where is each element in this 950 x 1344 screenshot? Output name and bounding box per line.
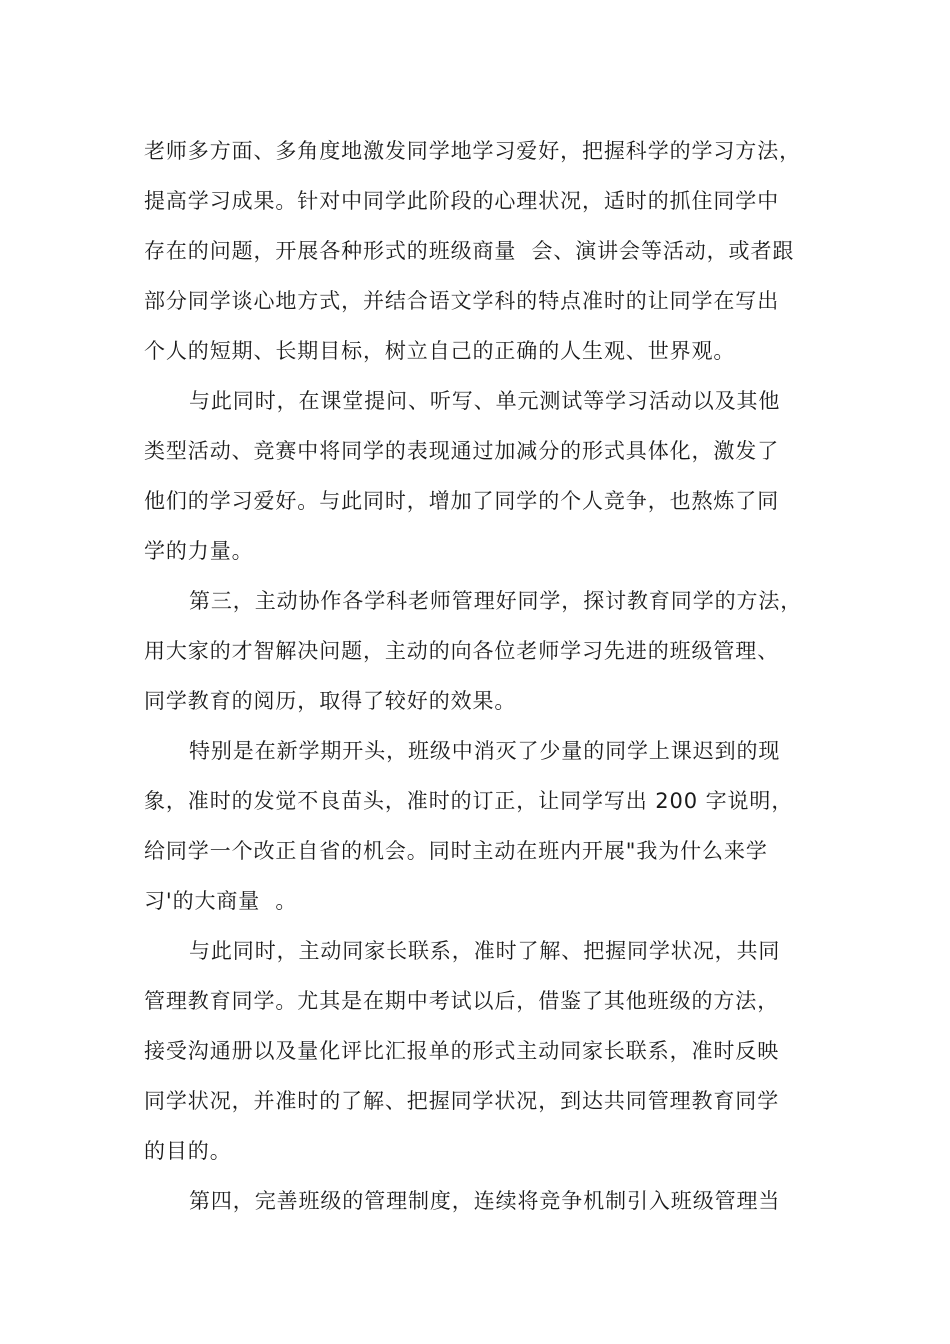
text-line: 存在的问题，开展各种形式的班级商量 会、演讲会等活动，或者跟 bbox=[144, 239, 795, 263]
text-line: 提高学习成果。针对中同学此阶段的心理状况，适时的抓住同学中 bbox=[144, 189, 780, 213]
text-line: 的目的。 bbox=[144, 1139, 232, 1163]
text-line: 部分同学谈心地方式，并结合语文学科的特点准时的让同学在写出 bbox=[144, 289, 780, 313]
text-line: 同学教育的阅历，取得了较好的效果。 bbox=[144, 689, 517, 713]
paragraph-first-line: 特别是在新学期开头，班级中消灭了少量的同学上课迟到的现 bbox=[189, 739, 781, 763]
text-line: 老师多方面、多角度地激发同学地学习爱好，把握科学的学习方法， bbox=[144, 139, 801, 163]
text-line: 个人的短期、长期目标，树立自己的正确的人生观、世界观。 bbox=[144, 339, 736, 363]
paragraph-first-line: 第三，主动协作各学科老师管理好同学，探讨教育同学的方法， bbox=[189, 589, 803, 613]
text-line: 接受沟通册以及量化评比汇报单的形式主动同家长联系，准时反映 bbox=[144, 1039, 780, 1063]
text-line: 他们的学习爱好。与此同时，增加了同学的个人竞争，也熬炼了同 bbox=[144, 489, 780, 513]
text-line: 用大家的才智解决问题，主动的向各位老师学习先进的班级管理、 bbox=[144, 639, 780, 663]
text-line: 象，准时的发觉不良苗头，准时的订正，让同学写出 200 字说明， bbox=[144, 789, 794, 813]
text-line: 类型活动、竞赛中将同学的表现通过加减分的形式具体化，激发了 bbox=[144, 439, 780, 463]
text-line: 管理教育同学。尤其是在期中考试以后，借鉴了其他班级的方法， bbox=[144, 989, 780, 1013]
text-line: 学的力量。 bbox=[144, 539, 254, 563]
text-line: 同学状况，并准时的了解、把握同学状况，到达共同管理教育同学 bbox=[144, 1089, 780, 1113]
text-line: 习'的大商量 。 bbox=[144, 889, 298, 913]
paragraph-first-line: 与此同时，主动同家长联系，准时了解、把握同学状况，共同 bbox=[189, 939, 781, 963]
text-line: 给同学一个改正自省的机会。同时主动在班内开展"我为什么来学 bbox=[144, 839, 768, 863]
paragraph-first-line: 与此同时，在课堂提问、听写、单元测试等学习活动以及其他 bbox=[189, 389, 781, 413]
paragraph-first-line: 第四，完善班级的管理制度，连续将竞争机制引入班级管理当 bbox=[189, 1189, 781, 1213]
